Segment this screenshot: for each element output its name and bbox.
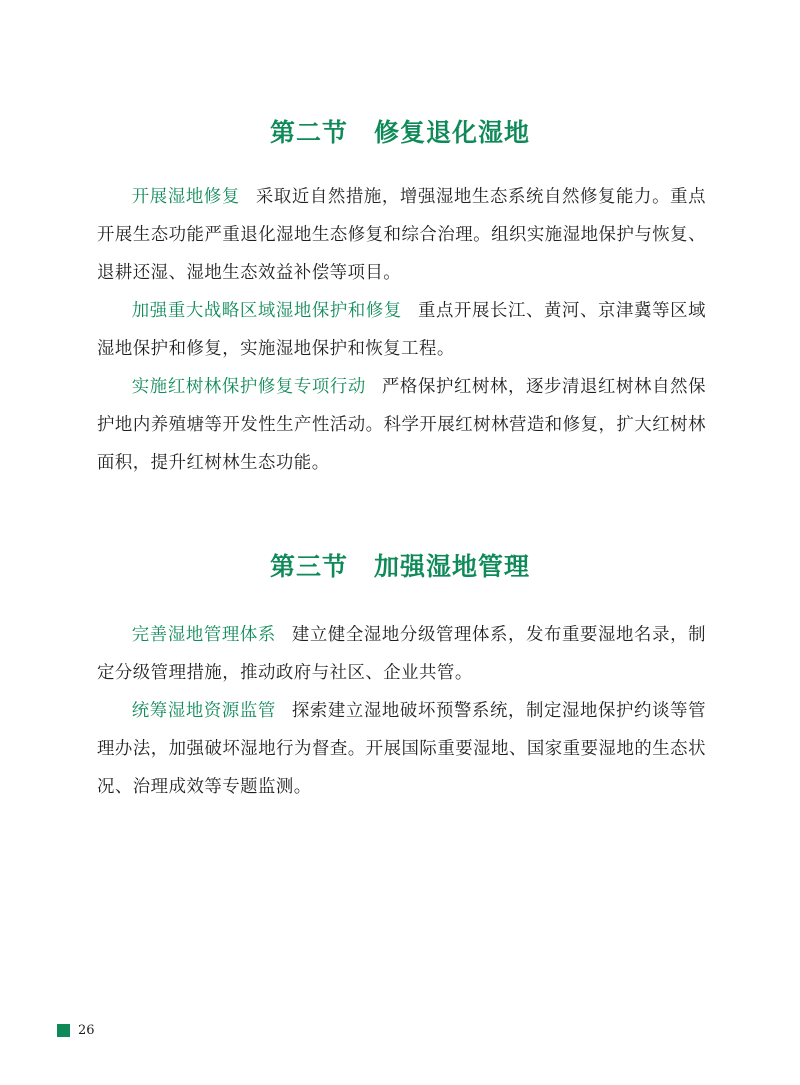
section-body (97, 178, 706, 482)
page-marker-square-icon (57, 1024, 70, 1037)
paragraph-text: 重点开展长江、黄河、京津冀等区域湿地保护和修复，实施湿地保护和恢复工程。 (97, 301, 706, 359)
paragraph-lead: 加强重大战略区域湿地保护和修复 (131, 301, 402, 321)
paragraph-text: 采取近自然措施，增强湿地生态系统自然修复能力。重点开展生态功能严重退化湿地生态修复和综合治理。组织实施湿地保护与恢复、退耕还湿、湿地生态效益补偿等项目。 (97, 187, 706, 283)
page-number: 26 (78, 1023, 95, 1038)
paragraph (97, 292, 706, 368)
section-title: 第二节 修复退化湿地 (269, 118, 530, 147)
paragraph-lead: 开展湿地修复 (131, 187, 240, 207)
paragraph (97, 368, 706, 482)
section-title: 第三节 加强湿地管理 (269, 552, 530, 581)
page-footer (57, 1023, 95, 1038)
paragraph-lead: 完善湿地管理体系 (131, 625, 276, 645)
paragraph-text: 建立健全湿地分级管理体系，发布重要湿地名录，制定分级管理措施，推动政府与社区、企业共管。 (97, 625, 706, 683)
paragraph-lead: 统筹湿地资源监管 (131, 701, 276, 721)
paragraph-text: 严格保护红树林，逐步清退红树林自然保护地内养殖塘等开发性生产性活动。科学开展红树林营造和修复，扩大红树林面积，提升红树林生态功能。 (97, 377, 706, 473)
paragraph (97, 692, 706, 806)
paragraph-lead: 实施红树林保护修复专项行动 (131, 377, 366, 397)
paragraph (97, 616, 706, 692)
paragraph-text: 探索建立湿地破坏预警系统，制定湿地保护约谈等管理办法，加强破坏湿地行为督查。开展国际重要湿地、国家重要湿地的生态状况、治理成效等专题监测。 (97, 701, 706, 797)
paragraph (97, 178, 706, 292)
section-body (97, 616, 706, 806)
